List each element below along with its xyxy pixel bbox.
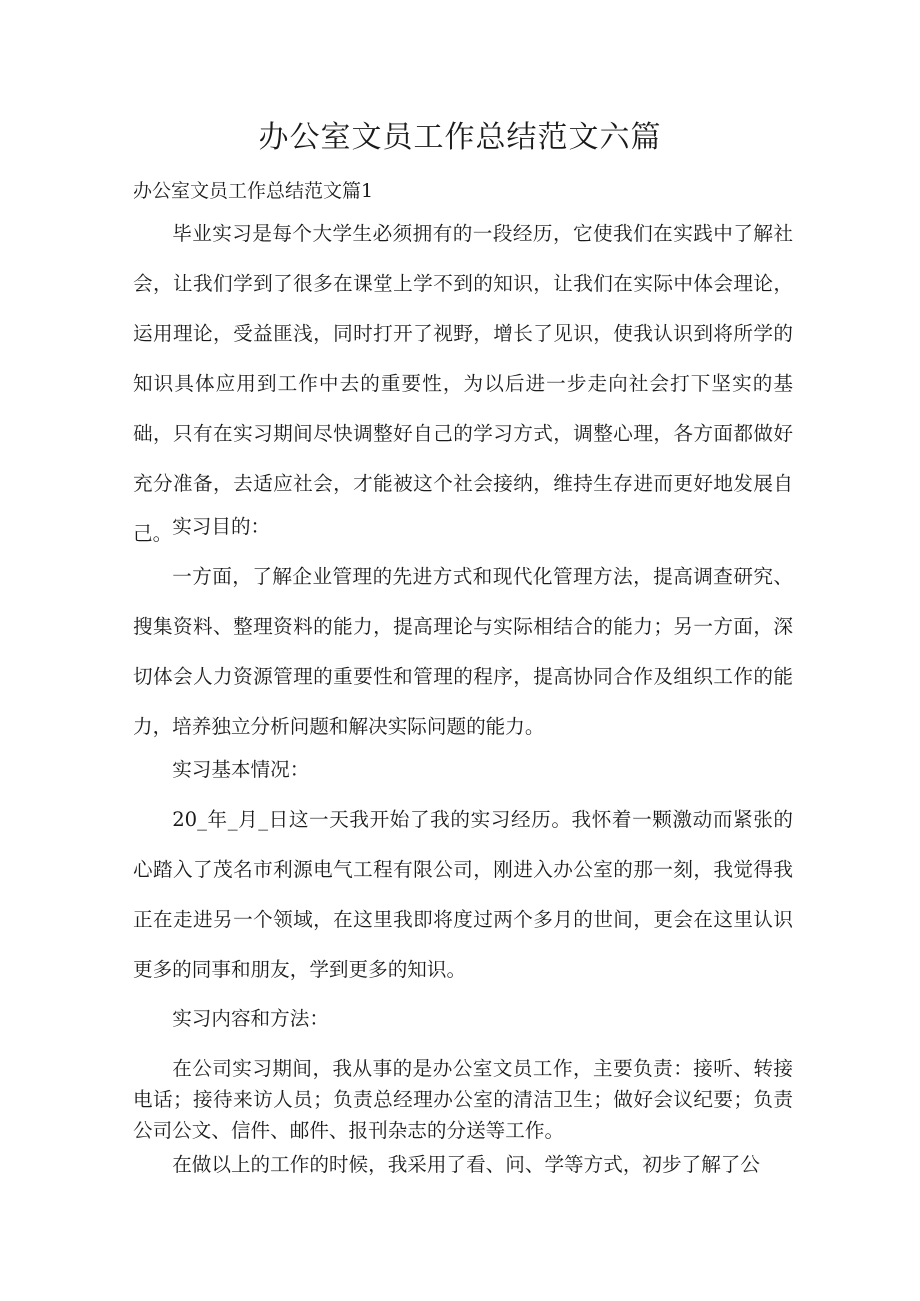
paragraph-purpose: 一方面，了解企业管理的先进方式和现代化管理方法，提高调查研究、搜集资料、整理资料的能力，提高理论与实际相结合的能力；另一方面，深切体会人力资源管理的重要性和管理的程序，提高协同合作及组织工作的能力，培养独立分析问题和解决实际问题的能力。 xyxy=(133,565,793,738)
section-subtitle: 办公室文员工作总结范文篇1 xyxy=(133,180,374,202)
paragraph-method: 在做以上的工作的时候，我采用了看、问、学等方式，初步了解了公 xyxy=(172,1153,760,1176)
paragraph-content: 在公司实习期间，我从事的是办公室文员工作，主要负责：接听、转接电话；接待来访人员；负责总经理办公室的清洁卫生；做好会议纪要；负责公司公文、信件、邮件、报刊杂志的分送等工作。 xyxy=(133,1057,793,1142)
heading-situation: 实习基本情况： xyxy=(172,758,310,781)
heading-purpose: 实习目的： xyxy=(172,515,271,538)
heading-content: 实习内容和方法： xyxy=(172,1007,329,1030)
paragraph-situation: 20_年_月_日这一天我开始了我的实习经历。我怀着一颗激动而紧张的心踏入了茂名市利源电气工程有限公司，刚进入办公室的那一刻，我觉得我正在走进另一个领域，在这里我即将度过两个多月的世间，更会在这里认识更多的同事和朋友，学到更多的知识。 xyxy=(133,808,793,981)
document-title: 办公室文员工作总结范文六篇 xyxy=(258,120,662,155)
paragraph-intro: 毕业实习是每个大学生必须拥有的一段经历，它使我们在实践中了解社会，让我们学到了很多在课堂上学不到的知识，让我们在实际中体会理论，运用理论，受益匪浅，同时打开了视野，增长了见识，使我认识到将所学的知识具体应用到工作中去的重要性，为以后进一步走向社会打下坚实的基础，只有在实习期间尽快调整好自己的学习方式，调整心理，各方面都做好充分准备，去适应社会，才能被这个社会接纳，维持生存进而更好地发展自己。 xyxy=(133,222,793,545)
